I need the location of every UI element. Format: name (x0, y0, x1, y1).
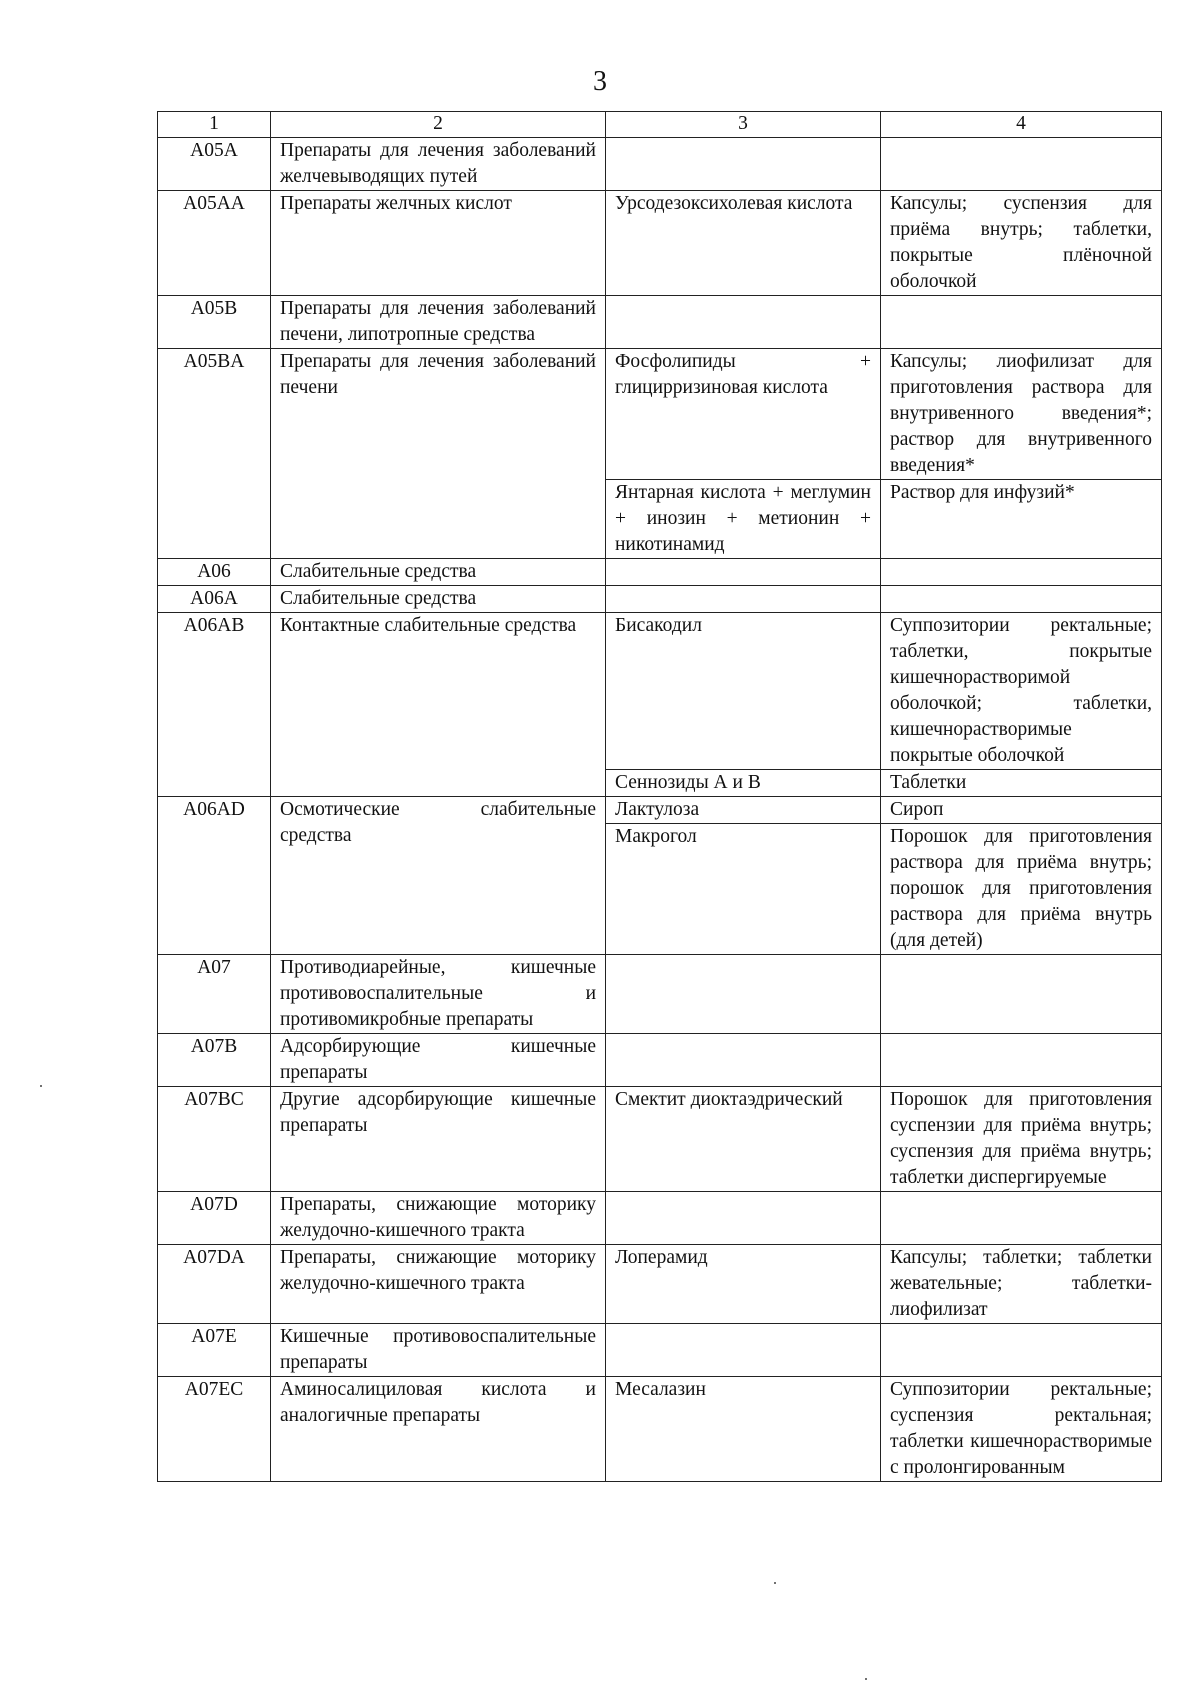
drug-inn: Смектит диоктаэдрический (606, 1087, 881, 1192)
atc-code: A05BA (158, 349, 271, 559)
scan-speck (40, 1085, 42, 1087)
table-header-row (158, 112, 1162, 138)
drug-inn (606, 559, 881, 586)
group-name: Препараты, снижающие моторику желудочно-кишечного тракта (271, 1192, 606, 1245)
atc-code: A06A (158, 586, 271, 613)
group-name: Слабительные средства (271, 586, 606, 613)
drug-inn: Янтарная кислота + меглумин + инозин + метионин + никотинамид (606, 480, 881, 559)
atc-code: A07E (158, 1324, 271, 1377)
table-row (158, 138, 1162, 191)
dosage-form (881, 559, 1162, 586)
drug-inn: Бисакодил (606, 613, 881, 770)
drug-inn (606, 1324, 881, 1377)
dosage-form (881, 1192, 1162, 1245)
group-name: Препараты для лечения заболеваний печени (271, 349, 606, 559)
table-row (158, 1324, 1162, 1377)
dosage-form (881, 296, 1162, 349)
drug-inn: Лоперамид (606, 1245, 881, 1324)
drug-inn: Фосфолипиды + глицирризиновая кислота (606, 349, 881, 480)
atc-code: A06AB (158, 613, 271, 797)
drug-inn (606, 138, 881, 191)
drug-inn: Лактулоза (606, 797, 881, 824)
atc-code: A07 (158, 955, 271, 1034)
column-header-3: 3 (606, 112, 881, 138)
atc-code: A07D (158, 1192, 271, 1245)
table-row (158, 613, 1162, 770)
column-header-4: 4 (881, 112, 1162, 138)
dosage-form (881, 1034, 1162, 1087)
atc-code: A07B (158, 1034, 271, 1087)
atc-code: A06AD (158, 797, 271, 955)
group-name: Адсорбирующие кишечные препараты (271, 1034, 606, 1087)
drug-inn: Макрогол (606, 824, 881, 955)
dosage-form: Капсулы; лиофилизат для приготовления раствора для внутривенного введения*; раствор для внутривенного введения* (881, 349, 1162, 480)
dosage-form (881, 955, 1162, 1034)
group-name: Противодиарейные, кишечные противовоспалительные и противомикробные препараты (271, 955, 606, 1034)
group-name: Слабительные средства (271, 559, 606, 586)
table-row (158, 1034, 1162, 1087)
table-row (158, 1087, 1162, 1192)
atc-code: A05B (158, 296, 271, 349)
table-row (158, 1192, 1162, 1245)
group-name: Контактные слабительные средства (271, 613, 606, 797)
drug-table (157, 111, 1162, 1482)
table-row (158, 1245, 1162, 1324)
dosage-form: Таблетки (881, 770, 1162, 797)
dosage-form: Капсулы; суспензия для приёма внутрь; таблетки, покрытые плёночной оболочкой (881, 191, 1162, 296)
atc-code: A07BC (158, 1087, 271, 1192)
dosage-form: Суппозитории ректальные; суспензия ректальная; таблетки кишечнорастворимые с пролонгированным (881, 1377, 1162, 1482)
group-name: Препараты, снижающие моторику желудочно-кишечного тракта (271, 1245, 606, 1324)
table-row (158, 797, 1162, 824)
table-row (158, 296, 1162, 349)
group-name: Препараты для лечения заболеваний печени, липотропные средства (271, 296, 606, 349)
dosage-form: Сироп (881, 797, 1162, 824)
table-row (158, 955, 1162, 1034)
drug-inn: Сеннозиды А и В (606, 770, 881, 797)
atc-code: A05A (158, 138, 271, 191)
dosage-form (881, 138, 1162, 191)
scan-speck (774, 1582, 776, 1584)
drug-inn: Месалазин (606, 1377, 881, 1482)
dosage-form: Раствор для инфузий* (881, 480, 1162, 559)
atc-code: A06 (158, 559, 271, 586)
dosage-form (881, 1324, 1162, 1377)
dosage-form: Суппозитории ректальные; таблетки, покрытые кишечнорастворимой оболочкой; таблетки, кишечнорастворимые покрытые оболочкой (881, 613, 1162, 770)
group-name: Аминосалициловая кислота и аналогичные препараты (271, 1377, 606, 1482)
atc-code: A05AA (158, 191, 271, 296)
dosage-form: Порошок для приготовления суспензии для приёма внутрь; суспензия для приёма внутрь; таблетки диспергируемые (881, 1087, 1162, 1192)
dosage-form: Капсулы; таблетки; таблетки жевательные; таблетки-лиофилизат (881, 1245, 1162, 1324)
drug-inn (606, 1034, 881, 1087)
drug-inn (606, 586, 881, 613)
table-row (158, 586, 1162, 613)
column-header-2: 2 (271, 112, 606, 138)
group-name: Кишечные противовоспалительные препараты (271, 1324, 606, 1377)
table-row (158, 349, 1162, 480)
group-name: Препараты желчных кислот (271, 191, 606, 296)
group-name: Препараты для лечения заболеваний желчевыводящих путей (271, 138, 606, 191)
table-row (158, 559, 1162, 586)
atc-code: A07DA (158, 1245, 271, 1324)
group-name: Другие адсорбирующие кишечные препараты (271, 1087, 606, 1192)
column-header-1: 1 (158, 112, 271, 138)
drug-inn (606, 955, 881, 1034)
page-number: 3 (593, 66, 607, 97)
table-row (158, 1377, 1162, 1482)
dosage-form (881, 586, 1162, 613)
scan-speck (865, 1678, 867, 1680)
dosage-form: Порошок для приготовления раствора для приёма внутрь; порошок для приготовления раствора для приёма внутрь (для детей) (881, 824, 1162, 955)
group-name: Осмотические слабительные средства (271, 797, 606, 955)
drug-inn: Урсодезоксихолевая кислота (606, 191, 881, 296)
drug-inn (606, 296, 881, 349)
drug-inn (606, 1192, 881, 1245)
table-row (158, 191, 1162, 296)
atc-code: A07EC (158, 1377, 271, 1482)
